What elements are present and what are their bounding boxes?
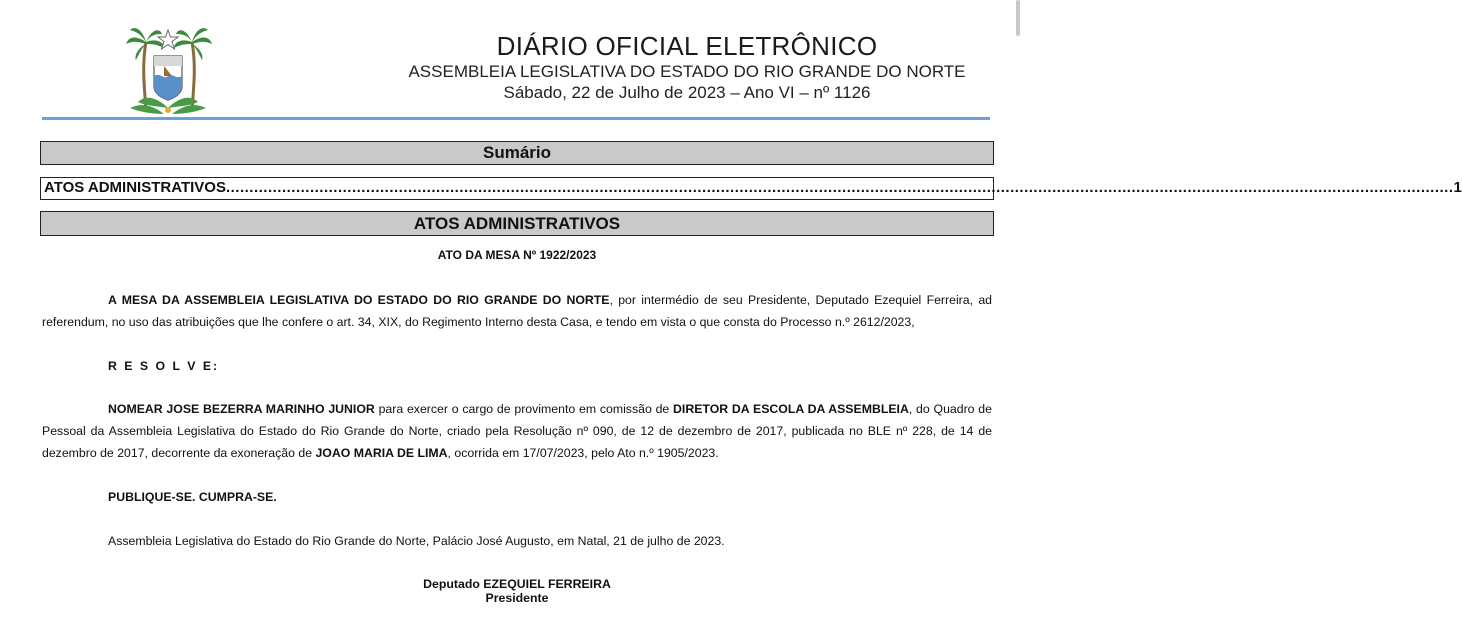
paragraph-text: , por intermédio de seu Presidente, Deputado Ezequiel Ferreira, ad referendum, no uso das atribuições que lhe confere o art. 34, XIX, do Regimento Interno desta Casa, e tendo em vista o que consta do Processo n.º 2612/2023, bbox=[42, 293, 992, 329]
appointee-name: NOMEAR JOSE BEZERRA MARINHO JUNIOR bbox=[108, 402, 375, 416]
summary-heading: Sumário bbox=[40, 141, 994, 165]
dismissed-name: JOAO MARIA DE LIMA bbox=[315, 446, 448, 460]
signer-name: Deputado EZEQUIEL FERREIRA bbox=[423, 577, 611, 591]
toc-entry-label: ATOS ADMINISTRATIVOS bbox=[44, 179, 226, 196]
toc-entry[interactable] bbox=[40, 177, 1462, 200]
paragraph-considerations bbox=[42, 289, 992, 333]
paragraph-appointment bbox=[42, 398, 992, 464]
header bbox=[150, 30, 984, 104]
paragraph-text: , ocorrida em 17/07/2023, pelo Ato n.º 1905/2023. bbox=[447, 446, 719, 460]
edition-dateline: Sábado, 22 de Julho de 2023 – Ano VI – nº 1126 bbox=[503, 83, 871, 102]
signer-role: Presidente bbox=[485, 591, 549, 605]
toc-entry-page: 1 bbox=[1453, 179, 1462, 196]
section-heading: ATOS ADMINISTRATIVOS bbox=[40, 211, 994, 236]
signature-block bbox=[40, 577, 994, 605]
page-title: DIÁRIO OFICIAL ELETRÔNICO bbox=[496, 31, 878, 61]
paragraph-text: , do Quadro de Pessoal da Assembleia Legislativa do Estado do Rio Grande do Norte, criado pela Resolução nº 090, de 12 de dezembro de 2017, publicada no BLE nº 228, de 14 de dezembro de 2017, decorrente da exoneração de bbox=[42, 402, 992, 460]
page-subtitle: ASSEMBLEIA LEGISLATIVA DO ESTADO DO RIO GRANDE DO NORTE bbox=[408, 62, 966, 81]
resolve-label: R E S O L V E: bbox=[108, 359, 220, 373]
toc-leader-dots: ....................................................................................................................................................................................................................................................................... bbox=[225, 179, 1454, 196]
paragraph-text: para exercer o cargo de provimento em comissão de bbox=[374, 402, 674, 416]
place-date-text: Assembleia Legislativa do Estado do Rio Grande do Norte, Palácio José Augusto, em Natal, 21 de julho de 2023. bbox=[108, 534, 725, 548]
publish-statement: PUBLIQUE-SE. CUMPRA-SE. bbox=[108, 490, 277, 504]
paragraph-bold-lead: A MESA DA ASSEMBLEIA LEGISLATIVA DO ESTADO DO RIO GRANDE DO NORTE bbox=[108, 293, 610, 307]
header-divider bbox=[42, 117, 990, 120]
paragraph-place-date bbox=[42, 530, 992, 552]
ato-title: ATO DA MESA Nº 1922/2023 bbox=[437, 248, 597, 262]
position-title: DIRETOR DA ESCOLA DA ASSEMBLEIA bbox=[673, 402, 909, 416]
